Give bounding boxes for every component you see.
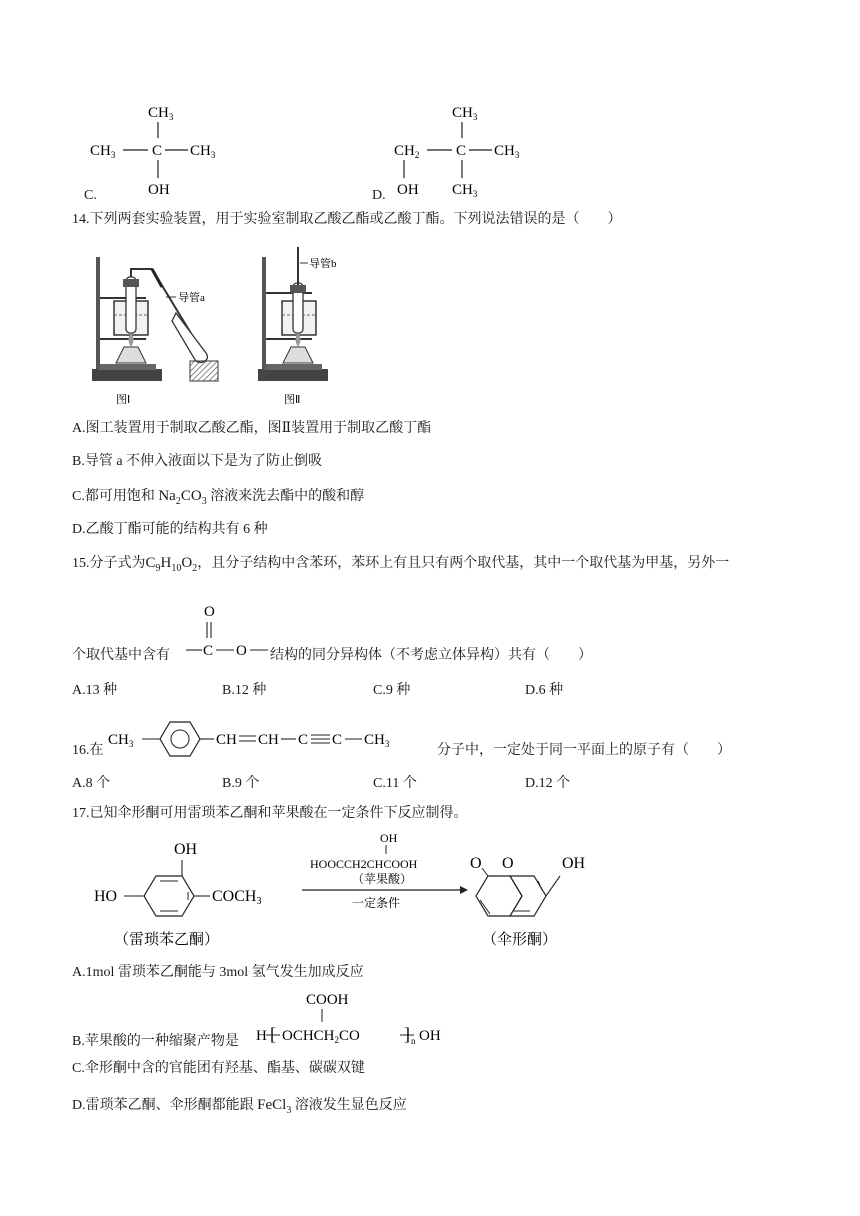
q16-stem-pre: 16.在 bbox=[72, 743, 104, 758]
svg-text:OH: OH bbox=[174, 841, 198, 858]
q15-stem-line2-post: 结构的同分异构体（不考虑立体异构）共有（ ） bbox=[270, 648, 592, 663]
q17-option-c: C.伞形酮中含的官能团有羟基、酯基、碳碳双键 bbox=[72, 1061, 365, 1076]
q14-option-c bbox=[72, 487, 364, 507]
q15-stem-line2-pre: 个取代基中含有 bbox=[72, 648, 170, 663]
q16-molecule-structure bbox=[104, 715, 440, 763]
tube-a-label: 导管a bbox=[178, 292, 205, 304]
q16-stem-post: 分子中，一定处于同一平面上的原子有（ ） bbox=[437, 743, 731, 758]
q13-option-c-label: C. bbox=[84, 188, 97, 203]
svg-text:O: O bbox=[236, 643, 247, 659]
fig1-caption: 图Ⅰ bbox=[116, 394, 131, 406]
q16-option-a: A.8 个 bbox=[72, 776, 111, 791]
q14-option-c-pre: C.都可用饱和 bbox=[72, 489, 159, 504]
tube-b-label: 导管b bbox=[309, 258, 337, 270]
svg-text:n: n bbox=[411, 1036, 416, 1046]
q14-option-c-post: 溶液来洗去酯中的酸和醇 bbox=[206, 489, 365, 504]
fig2-caption: 图Ⅱ bbox=[284, 394, 301, 406]
svg-text:C: C bbox=[152, 143, 163, 159]
q17-stem: 17.已知伞形酮可用雷琐苯乙酮和苹果酸在一定条件下反应制得。 bbox=[72, 806, 468, 821]
q15-option-c: C.9 种 bbox=[373, 683, 411, 698]
q16-option-c: C.11 个 bbox=[373, 776, 417, 791]
reaction-condition: 一定条件 bbox=[352, 896, 401, 910]
q15-formula: $C_9H_{10}O_2$ bbox=[145, 555, 198, 574]
q15-stem bbox=[72, 554, 729, 574]
svg-text:CH: CH bbox=[258, 732, 279, 748]
q17-option-d-post: 溶液发生显色反应 bbox=[291, 1098, 407, 1113]
q15-stem-post: ，且分子结构中含苯环，苯环上有且只有两个取代基，其中一个取代基为甲基，另外一 bbox=[197, 556, 730, 571]
svg-text:O: O bbox=[204, 604, 215, 620]
q15-option-a: A.13 种 bbox=[72, 683, 118, 698]
q13-option-c-structure bbox=[90, 100, 230, 200]
q14-option-b: B.导管 a 不伸入液面以下是为了防止倒吸 bbox=[72, 454, 323, 469]
q17-option-a: A.1mol 雷琐苯乙酮能与 3mol 氢气发生加成反应 bbox=[72, 965, 364, 980]
q15-option-b: B.12 种 bbox=[222, 683, 267, 698]
svg-text:OH: OH bbox=[397, 182, 419, 198]
svg-text:H: H bbox=[256, 1028, 267, 1044]
svg-text:C: C bbox=[298, 732, 309, 748]
q17-option-b: B.苹果酸的一种缩聚产物是 bbox=[72, 1034, 239, 1049]
svg-text:O: O bbox=[502, 855, 514, 872]
svg-text:C: C bbox=[456, 143, 467, 159]
reagent-formula: HOOCCH2CHCOOH bbox=[310, 857, 418, 871]
struct-c-oh: OH bbox=[148, 182, 170, 198]
q14-stem: 14.下列两套实验装置，用于实验室制取乙酸乙酯或乙酸丁酯。下列说法错误的是（ ） bbox=[72, 212, 622, 227]
q17-reaction-scheme bbox=[90, 828, 630, 953]
q14-option-a: A.图工装置用于制取乙酸乙酯，图Ⅱ装置用于制取乙酸丁酯 bbox=[72, 421, 432, 436]
q14-apparatus-figure bbox=[86, 243, 356, 413]
svg-text:OH: OH bbox=[562, 855, 586, 872]
svg-text:CH: CH bbox=[216, 732, 237, 748]
svg-text:CH2: $CH_2$ bbox=[394, 143, 420, 160]
svg-text:]: ] bbox=[404, 1024, 410, 1044]
q15-stem-pre: 15.分子式为 bbox=[72, 556, 146, 571]
q15-option-d: D.6 种 bbox=[525, 683, 564, 698]
polyester-cooh: COOH bbox=[306, 992, 349, 1008]
svg-text:CH3: $CH_3$ bbox=[108, 732, 134, 749]
svg-text:CH3: $CH_3$ bbox=[494, 143, 520, 160]
q16-option-d: D.12 个 bbox=[525, 776, 571, 791]
svg-text:CH3: $CH_3$ bbox=[452, 182, 478, 199]
q17-option-d-formula: FeCl$_3$ bbox=[257, 1097, 292, 1116]
svg-text:CH3: $CH_3$ bbox=[452, 105, 478, 122]
q14-option-d: D.乙酸丁酯可能的结构共有 6 种 bbox=[72, 522, 268, 537]
q17-option-d bbox=[72, 1096, 407, 1116]
q13-option-d-structure bbox=[394, 100, 534, 200]
reagent-oh: OH bbox=[380, 831, 398, 845]
q16-option-b: B.9 个 bbox=[222, 776, 260, 791]
reagent-name: （苹果酸） bbox=[352, 872, 413, 886]
q14-option-c-formula: $Na_2CO_3$ bbox=[158, 488, 207, 507]
svg-text:C: C bbox=[332, 732, 343, 748]
q17-option-d-pre: D.雷琐苯乙酮、伞形酮都能跟 bbox=[72, 1098, 258, 1113]
svg-text:OCHCH2CO: $OCHCH_2CO$ bbox=[282, 1028, 360, 1045]
svg-text:COCH3: COCH3 bbox=[212, 888, 262, 907]
svg-text:HO: HO bbox=[94, 888, 118, 905]
struct-c-top-ch3: $CH_3$ bbox=[148, 105, 174, 122]
svg-text:[: [ bbox=[270, 1024, 276, 1044]
svg-text:OH: OH bbox=[419, 1028, 441, 1044]
svg-text:C: C bbox=[203, 643, 214, 659]
reactant-name: （雷琐苯乙酮） bbox=[114, 932, 220, 948]
struct-c-right-ch3: $CH_3$ bbox=[190, 143, 216, 160]
svg-text:CH3: $CH_3$ bbox=[364, 732, 390, 749]
product-name: （伞形酮） bbox=[482, 932, 558, 948]
polyester-structure bbox=[256, 986, 456, 1050]
svg-text:O: O bbox=[470, 855, 482, 872]
ester-group-structure bbox=[184, 600, 272, 664]
q13-option-d-label: D. bbox=[372, 188, 386, 203]
struct-c-left-ch3: $CH_3$ bbox=[90, 143, 116, 160]
